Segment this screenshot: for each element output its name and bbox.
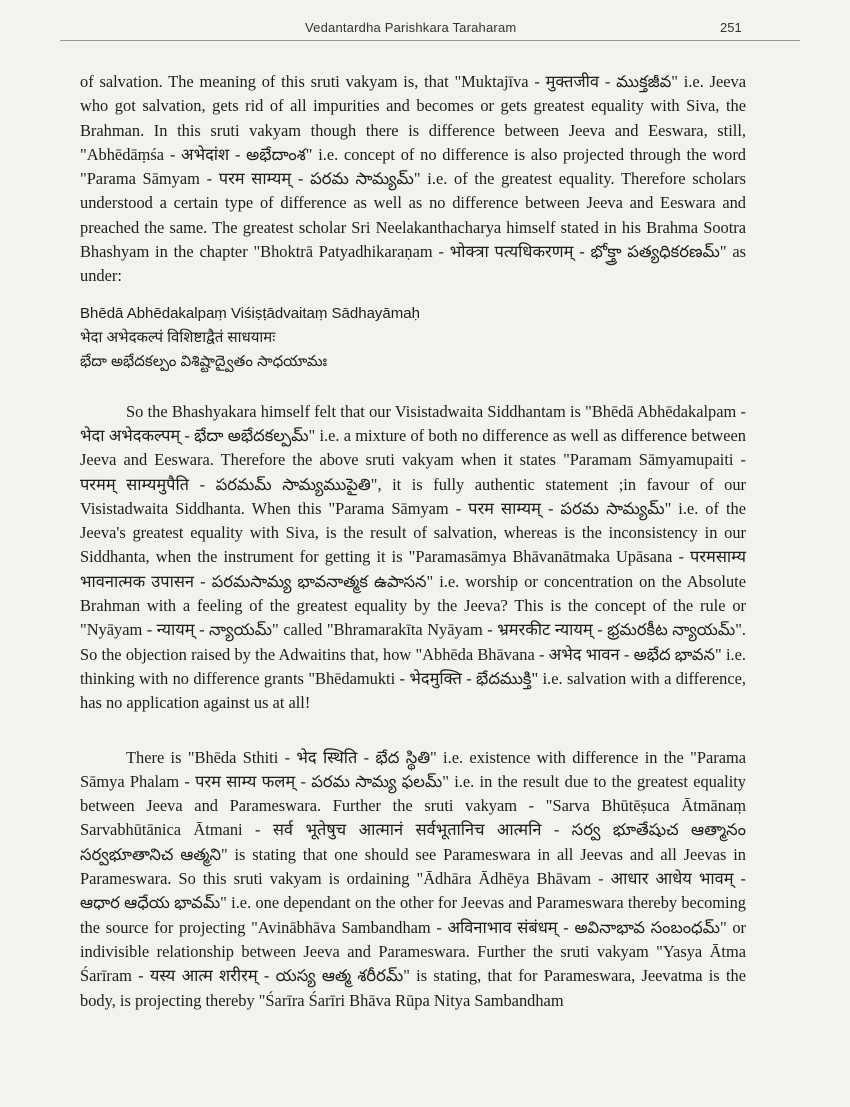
verse-line-roman: Bhēdā Abhēdakalpaṃ Viśiṣṭādvaitaṃ Sādhayāmaḥ xyxy=(80,304,420,322)
verse-line-devanagari: भेदा अभेदकल्पं विशिष्टाद्वैतं साधयामः xyxy=(80,328,276,346)
paragraph: There is "Bhēda Sthiti - भेद स्थिति - భేద స్థితి" i.e. existence with difference in the "Parama Sāmya Phalam - परम साम्य फलम् - పరమ సామ్య ఫలమ్" i.e. in the result due to the greatest equality between Jeeva and Parameswara. Further the sruti vakyam - "Sarva Bhūtēṣuca Ātmānaṃ Sarvabhūtānica Ātmani - सर्व भूतेषुच आत्मानं सर्वभूतानिच आत्मनि - సర్వ భూతేషుచ ఆత్మానం సర్వభూతానిచ ఆత్మని" is stating that one should see Parameswara in all Jeevas and all Jeevas in Parameswara. So this sruti vakyam is ordaining "Ādhāra Ādhēya Bhāvam - आधार आधेय भावम् - ఆధార ఆధేయ భావమ్" i.e. one dependant on the other for Jeevas and Parameswara thereby becoming the source for projecting "Avinābhāva Sambandham - अविनाभाव संबंधम् - అవినాభావ సంబంధమ్" or indivisible relationship between Jeeva and Parameswara. Further the sruti vakyam "Yasya Ātma Śarīram - यस्य आत्म शरीरम् - యస్య ఆత్మ శరీరమ్" is stating, that for Parameswara, Jeevatma is the body, is projecting thereby "Śarīra Śarīri Bhāva Rūpa Nitya Sambandham xyxy=(80,747,746,1010)
paragraph: of salvation. The meaning of this sruti vakyam is, that "Muktajīva - मुक्तजीव - ముక్తజీవ" i.e. Jeeva who got salvation, gets rid of all impurities and becomes or gets greatest equality with Siva, the Brahman. In this sruti vakyam though there is difference between Jeeva and Eeswara, still, "Abhēdāṃśa - अभेदांश - అభేదాంశ" i.e. concept of no difference is also projected through the word "Parama Sāmyam - परम साम्यम् - పరమ సామ్యమ్" i.e. of the greatest equality. Therefore scholars understood a certain type of difference as well as no difference between Jeeva and Eeswara and preached the same. The greatest scholar Sri Neelakanthacharya himself stated in his Brahma Sootra Bhashyam in the chapter "Bhoktrā Patyadhikaraṇam - भोक्त्रा पत्यधिकरणम् - భోక్త్రా పత్యధికరణమ్" as under: xyxy=(80,72,746,286)
paragraph: So the Bhashyakara himself felt that our Visistadwaita Siddhantam is "Bhēdā Abhēdakalpam - भेदा अभेदकल्पम् - భేదా అభేదకల్పమ్" i.e. a mixture of both no difference as well as difference between Jeeva and Eeswara. Therefore the above sruti vakyam when it states "Paramam Sāmyamupaiti - परमम् साम्यमुपैति - పరమమ్ సామ్యముపైతి", it is fully authentic statement ;in favour of our Visistadwaita Siddhanta. When this "Parama Sāmyam - परम साम्यम् - పరమ సామ్యమ్" i.e. of the Jeeva's greatest equality with Siva, is the result of salvation, whereas is the inconsistency in our Siddhanta, when the instrument for getting it is "Paramasāmya Bhāvanātmaka Upāsana - परमसाम्य भावनात्मक उपासन - పరమసామ్య భావనాత్మక ఉపాసన" i.e. worship or concentration on the Absolute Brahman with a feeling of the greatest equality by the Jeeva? This is the concept of the rule or "Nyāyam - न्यायम् - న్యాయమ్" called "Bhramarakīta Nyāyam - भ्रमरकीट न्यायम् - భ్రమరకీట న్యాయమ్". So the objection raised by the Adwaitins that, how "Abhēda Bhāvana - अभेद भावन - అభేద భావన" i.e. thinking with no difference grants "Bhēdamukti - भेदमुक्ति - భేదముక్తి" i.e. salvation with a difference, has no application against us at all! xyxy=(80,401,746,713)
page-number: 251 xyxy=(720,20,742,35)
book-title: Vedantardha Parishkara Taraharam xyxy=(305,20,517,35)
header-rule xyxy=(60,40,800,41)
page-body xyxy=(80,70,746,1013)
verse-block xyxy=(80,302,746,374)
verse-line-telugu: భేదా అభేదకల్పం విశిష్టాద్వైతం సాధయామః xyxy=(80,352,328,370)
running-header xyxy=(0,20,850,40)
